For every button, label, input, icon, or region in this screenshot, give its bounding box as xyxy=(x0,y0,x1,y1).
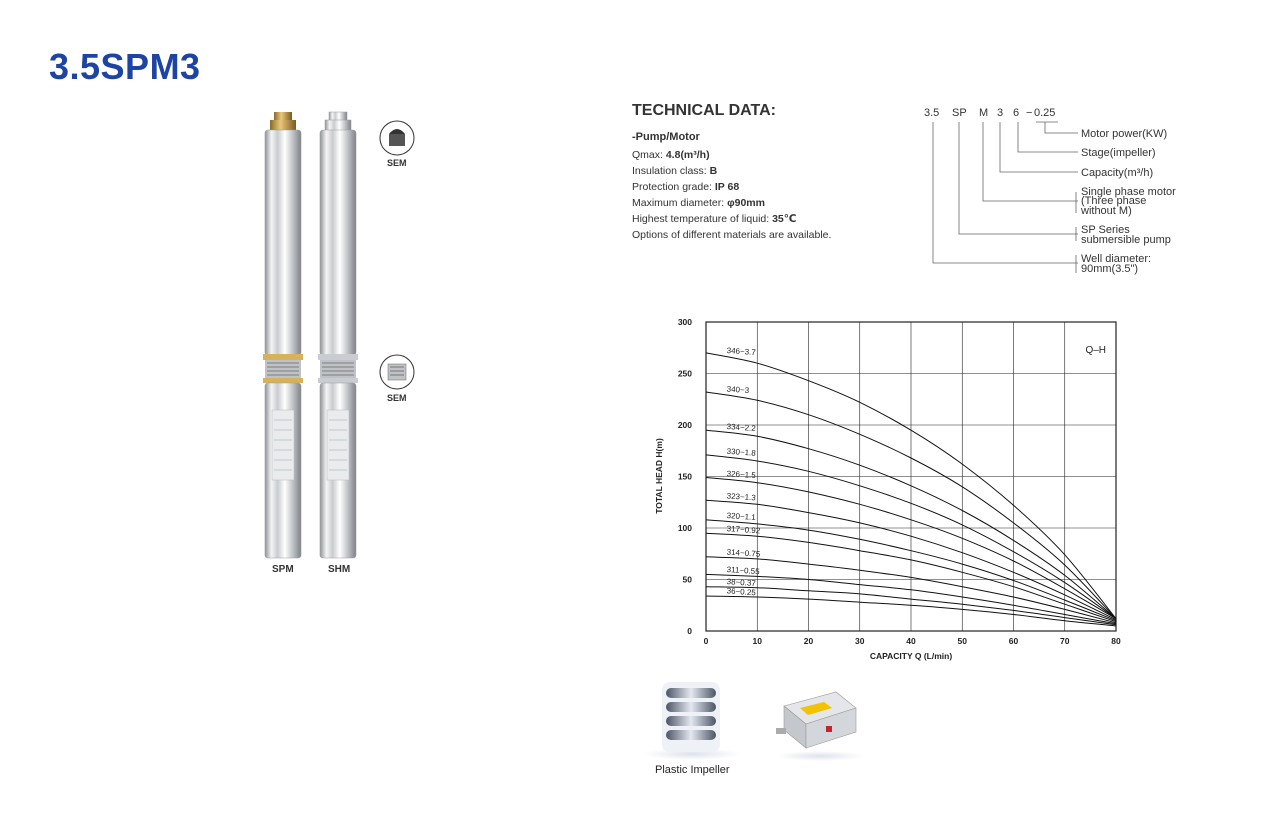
shm-label: SHM xyxy=(328,564,351,575)
code-part: − xyxy=(1026,107,1033,119)
code-part: 3 xyxy=(997,107,1004,119)
x-tick-label: 70 xyxy=(1060,636,1070,646)
legend-well-diameter: 90mm(3.5") xyxy=(1081,263,1139,275)
legend-stage: Stage(impeller) xyxy=(1081,147,1156,159)
series-label: 340−3 xyxy=(726,384,750,396)
chart-annotation: Q–H xyxy=(1085,345,1106,356)
spec-item: Highest temperature of liquid: 35℃ xyxy=(632,213,797,225)
chart-grid xyxy=(706,322,1116,631)
legend-motor-power: Motor power(KW) xyxy=(1081,128,1168,140)
x-tick-label: 0 xyxy=(703,636,709,646)
series-label: 311−0.55 xyxy=(726,564,760,577)
pump-illustrations xyxy=(250,110,430,565)
legend-sp-series: submersible pump xyxy=(1081,234,1171,246)
sem-mid-label: SEM xyxy=(387,393,407,403)
legend-single-phase: without M) xyxy=(1081,205,1132,217)
performance-chart xyxy=(640,310,1140,670)
model-code-diagram xyxy=(900,100,1200,280)
legend-sp-series: SP Series xyxy=(1081,224,1130,236)
y-tick-label: 200 xyxy=(677,420,692,430)
x-tick-label: 60 xyxy=(1008,636,1019,646)
y-tick-label: 100 xyxy=(677,523,692,533)
legend-single-phase: (Three phase xyxy=(1081,195,1147,207)
spec-item: Maximum diameter: φ90mm xyxy=(632,197,765,209)
spec-item: Qmax: 4.8(m³/h) xyxy=(632,149,710,161)
spm-label: SPM xyxy=(272,564,294,575)
series-label: 317−0.92 xyxy=(726,524,761,536)
series-label: 334−2.2 xyxy=(726,422,757,434)
sem-mid-detail-icon xyxy=(380,355,414,389)
sem-top-detail-icon xyxy=(380,121,414,155)
legend-capacity: Capacity(m³/h) xyxy=(1081,167,1154,179)
series-label: 36−0.25 xyxy=(726,586,757,598)
code-part: SP xyxy=(952,107,967,119)
x-tick-label: 80 xyxy=(1111,636,1121,646)
y-tick-label: 0 xyxy=(687,626,692,636)
x-tick-label: 10 xyxy=(752,636,762,646)
technical-data-heading: TECHNICAL DATA: xyxy=(632,102,776,119)
series-label: 330−1.8 xyxy=(726,446,757,458)
series-label: 320−1.1 xyxy=(726,511,757,523)
x-tick-label: 50 xyxy=(957,636,967,646)
y-tick-label: 50 xyxy=(682,574,692,585)
plastic-impeller-image xyxy=(644,682,740,760)
y-tick-label: 300 xyxy=(677,317,692,327)
sem-top-label: SEM xyxy=(387,158,407,168)
series-label: 323−1.3 xyxy=(726,491,757,503)
control-box-image xyxy=(776,692,864,761)
spec-note: Options of different materials are available. xyxy=(632,229,832,241)
spec-list xyxy=(632,147,831,243)
x-tick-label: 40 xyxy=(906,636,916,646)
code-part: 6 xyxy=(1013,107,1020,119)
y-tick-label: 250 xyxy=(677,368,692,379)
accessory-images xyxy=(640,678,880,768)
y-tick-label: 150 xyxy=(677,471,692,482)
x-tick-label: 20 xyxy=(803,636,814,646)
shm-pump-image xyxy=(318,112,358,558)
code-part: M xyxy=(979,107,989,119)
spec-item: Protection grade: IP 68 xyxy=(632,181,740,193)
series-label: 38−0.37 xyxy=(726,577,757,589)
y-axis-label: TOTAL HEAD H(m) xyxy=(654,438,664,514)
code-part: 0.25 xyxy=(1034,107,1056,119)
spec-item: Insulation class: B xyxy=(632,165,718,177)
legend-well-diameter: Well diameter: xyxy=(1081,253,1152,265)
x-axis-label: CAPACITY Q (L/min) xyxy=(869,651,953,661)
legend-single-phase: Single phase motor xyxy=(1081,186,1176,198)
plastic-impeller-label: Plastic Impeller xyxy=(655,764,730,776)
series-label: 326−1.5 xyxy=(726,469,757,481)
page-title: 3.5SPM3 xyxy=(49,46,201,87)
technical-subheading: -Pump/Motor xyxy=(632,131,700,143)
code-part: 3.5 xyxy=(924,107,940,119)
series-label: 346−3.7 xyxy=(726,346,757,358)
spm-pump-image xyxy=(263,112,303,558)
series-label: 314−0.75 xyxy=(726,547,761,559)
x-tick-label: 30 xyxy=(855,636,865,646)
